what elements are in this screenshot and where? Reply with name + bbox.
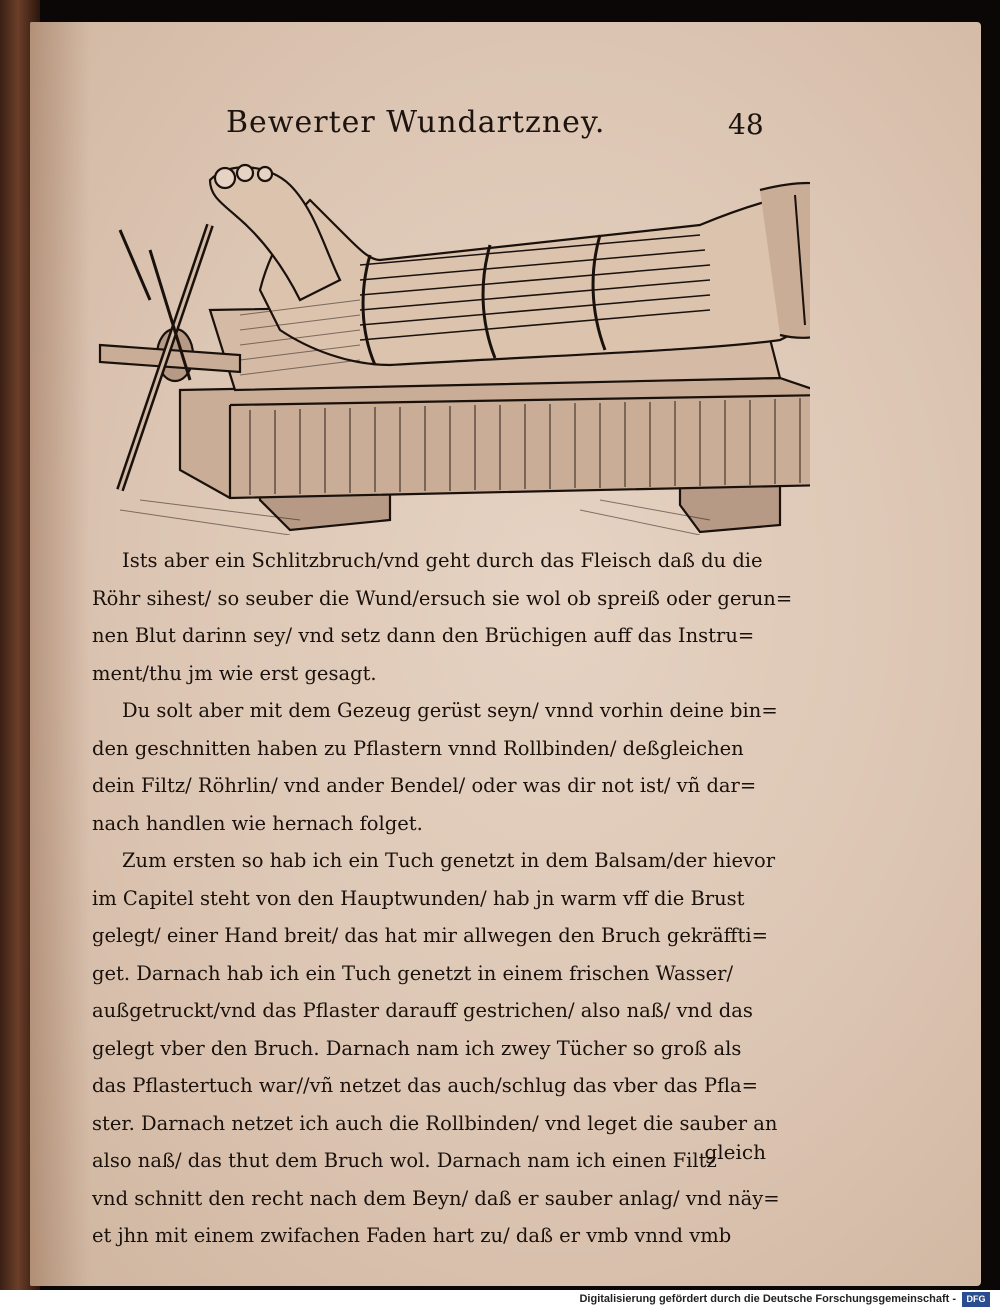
text-line: den geschnitten haben zu Pflastern vnnd Rollbinden/ deßgleichen: [92, 736, 744, 760]
dfg-logo: DFG: [962, 1292, 990, 1307]
text-line: et jhn mit einem zwifachen Faden hart zu/ daß er vmb vnnd vmb: [92, 1224, 732, 1247]
running-title: Bewerter Wundartzney.: [226, 105, 606, 140]
text-line: das Pflastertuch war//vñ netzet das auch/schlug das vber das Pfla=: [92, 1074, 758, 1097]
footer-bar: [0, 1290, 1000, 1311]
text-line: ment/thu jm wie erst gesagt.: [92, 661, 377, 685]
text-line: nen Blut darinn sey/ vnd setz dann den Brüchigen auff das Instru=: [92, 624, 755, 647]
text-line: Röhr sihest/ so seuber die Wund/ersuch sie wol ob spreiß oder gerun=: [92, 586, 792, 610]
text-line: außgetruckt/vnd das Pflaster darauff gestrichen/ also naß/ vnd das: [92, 999, 753, 1022]
text-line: Du solt aber mit dem Gezeug gerüst seyn/ vnnd vorhin deine bin=: [122, 699, 778, 722]
footer-credit: Digitalisierung gefördert durch die Deutsche Forschungsgemeinschaft -: [579, 1293, 956, 1305]
catchword: gleich: [704, 1140, 766, 1164]
text-line: Zum ersten so hab ich ein Tuch genetzt in dem Balsam/der hievor: [122, 849, 776, 872]
text-line: Ists aber ein Schlitzbruch/vnd geht durch das Fleisch daß du die: [122, 549, 763, 572]
body-text: [92, 542, 792, 1247]
text-line: nach handlen wie hernach folget.: [92, 811, 423, 835]
text-line: also naß/ das thut dem Bruch wol. Darnach nam ich einen Filtz: [92, 1149, 717, 1172]
text-line: dein Filtz/ Röhrlin/ vnd ander Bendel/ oder was dir not ist/ vñ dar=: [92, 774, 757, 797]
text-line: im Capitel steht von den Hauptwunden/ hab jn warm vff die Brust: [92, 886, 745, 910]
text-line: vnd schnitt den recht nach dem Beyn/ daß er sauber anlag/ vnd näy=: [92, 1186, 780, 1210]
woodcut-illustration: [60, 140, 810, 535]
text-line: get. Darnach hab ich ein Tuch genetzt in einem frischen Wasser/: [92, 961, 734, 985]
text-line: gelegt/ einer Hand breit/ das hat mir allwegen den Bruch gekräffti=: [92, 924, 768, 947]
text-line: ster. Darnach netzet ich auch die Rollbinden/ vnd leget die sauber an: [92, 1111, 778, 1135]
text-line: gelegt vber den Bruch. Darnach nam ich zwey Tücher so groß als: [92, 1036, 742, 1060]
page-number: 48: [728, 108, 764, 141]
book-page: [30, 22, 981, 1286]
